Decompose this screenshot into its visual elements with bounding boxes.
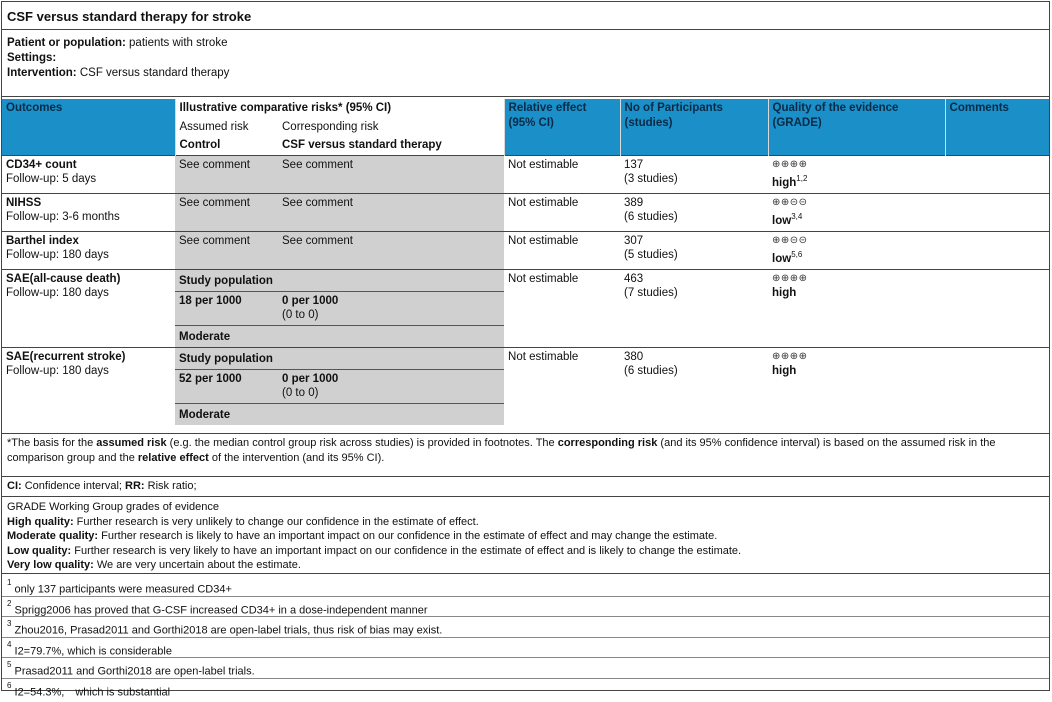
corresponding-cell: See comment [278, 231, 504, 269]
header-participants: No of Participants (studies) [620, 99, 768, 155]
relative-cell: Not estimable [504, 193, 620, 231]
header-control: Control [175, 136, 278, 155]
outcomes-table [2, 99, 1049, 425]
assumed-cell: See comment [175, 193, 278, 231]
grade-title: GRADE Working Group grades of evidence [7, 501, 219, 513]
header-comments: Comments [945, 99, 1049, 155]
header-relative: Relative effect (95% CI) [504, 99, 620, 155]
comments-cell [945, 155, 1049, 193]
summary-of-findings-table [1, 1, 1050, 699]
grade-low: Low quality: Further research is very likely to have an important impact on our confidence in the estimate of effect and is likely to change the estimate. [7, 544, 742, 557]
quality-cell: ⊕⊕⊕⊕ high$^{1,2}$ [768, 155, 945, 193]
footnote: $^3$ Zhou2016, Prasad2011 and Gorthi2018 are open-label trials, thus risk of bias may exist. [2, 617, 1049, 638]
grade-moderate: Moderate quality: Further research is likely to have an important impact on our confidence in the estimate of effect and may change the estimate. [7, 530, 718, 542]
header-assumed: Assumed risk [175, 118, 278, 137]
header-corresponding: Corresponding risk [278, 118, 504, 137]
comments-cell [945, 193, 1049, 231]
study-population-label: Study population [175, 347, 504, 369]
table-row [2, 347, 1049, 369]
comments-cell [945, 347, 1049, 425]
grade-definitions [2, 497, 1049, 574]
corresponding-cell: 0 per 1000 (0 to 0) [278, 291, 504, 325]
intervention-label: Intervention: [7, 67, 77, 79]
assumed-cell: See comment [175, 155, 278, 193]
relative-cell: Not estimable [504, 347, 620, 425]
table-row [2, 155, 1049, 193]
grade-very-low: Very low quality: We are very uncertain about the estimate. [7, 559, 301, 571]
corresponding-cell: 0 per 1000 (0 to 0) [278, 369, 504, 403]
assumed-cell: See comment [175, 231, 278, 269]
relative-cell: Not estimable [504, 269, 620, 347]
settings-label: Settings: [7, 52, 57, 64]
footnote: $^2$ Sprigg2006 has proved that G-CSF increased CD34+ in a dose-independent manner [2, 597, 1049, 618]
population-value: patients with stroke [129, 37, 228, 49]
quality-cell: ⊕⊕⊕⊕ high [768, 269, 945, 347]
participants-cell: 389 (6 studies) [620, 193, 768, 231]
moderate-label: Moderate [175, 325, 504, 347]
relative-cell: Not estimable [504, 231, 620, 269]
comments-cell [945, 231, 1049, 269]
comments-cell [945, 269, 1049, 347]
outcome-cell: NIHSS Follow-up: 3-6 months [2, 193, 175, 231]
basis-footnote: *The basis for the assumed risk (e.g. the median control group risk across studies) is provided in footnotes. The corresponding risk (and its 95% confidence interval) is based on the assumed risk in the comparison group and the relative effect of the intervention (and its 95% CI). [2, 433, 1049, 477]
footnote: $^5$ Prasad2011 and Gorthi2018 are open-label trials. [2, 658, 1049, 679]
quality-cell: ⊕⊕⊕⊕ high [768, 347, 945, 425]
grade-high: High quality: Further research is very unlikely to change our confidence in the estimate of effect. [7, 515, 479, 528]
moderate-label: Moderate [175, 403, 504, 425]
header-outcomes: Outcomes [2, 99, 175, 155]
quality-cell: ⊕⊕⊝⊝ low$^{3,4}$ [768, 193, 945, 231]
outcome-cell: Barthel index Follow-up: 180 days [2, 231, 175, 269]
assumed-cell: 52 per 1000 [175, 369, 278, 403]
footnote: $^6$ I2=54.3%, which is substantial [7, 680, 171, 699]
population-block [2, 30, 1049, 97]
assumed-cell: 18 per 1000 [175, 291, 278, 325]
table-title: CSF versus standard therapy for stroke [2, 2, 1049, 30]
outcome-cell: SAE(all-cause death) Follow-up: 180 days [2, 269, 175, 347]
footnotes-list [2, 574, 1049, 699]
outcome-cell: CD34+ count Follow-up: 5 days [2, 155, 175, 193]
population-label: Patient or population: [7, 37, 126, 49]
table-row [2, 193, 1049, 231]
participants-cell: 137 (3 studies) [620, 155, 768, 193]
header-risks: Illustrative comparative risks* (95% CI) [175, 99, 504, 118]
participants-cell: 380 (6 studies) [620, 347, 768, 425]
footnote: $^4$ I2=79.7%, which is considerable [2, 638, 1049, 659]
participants-cell: 463 (7 studies) [620, 269, 768, 347]
corresponding-cell: See comment [278, 155, 504, 193]
quality-cell: ⊕⊕⊝⊝ low$^{5,6}$ [768, 231, 945, 269]
header-quality: Quality of the evidence (GRADE) [768, 99, 945, 155]
footnote: $^1$ only 137 participants were measured CD34+ [2, 576, 1049, 597]
corresponding-cell: See comment [278, 193, 504, 231]
abbreviations: CI: Confidence interval; RR: Risk ratio; [2, 477, 1049, 497]
intervention-value: CSF versus standard therapy [79, 67, 230, 79]
table-row [2, 269, 1049, 291]
relative-cell: Not estimable [504, 155, 620, 193]
study-population-label: Study population [175, 269, 504, 291]
table-row [2, 231, 1049, 269]
header-csf: CSF versus standard therapy [278, 136, 504, 155]
outcome-cell: SAE(recurrent stroke) Follow-up: 180 days [2, 347, 175, 425]
participants-cell: 307 (5 studies) [620, 231, 768, 269]
